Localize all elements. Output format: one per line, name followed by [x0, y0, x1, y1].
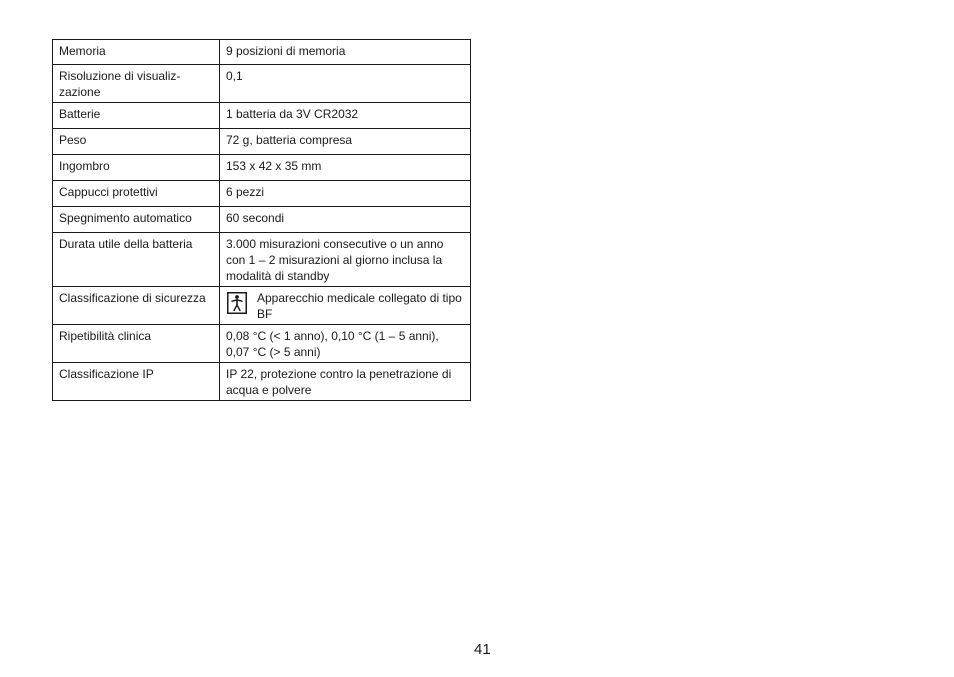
- spec-label: Classificazione di sicurezza: [59, 291, 206, 305]
- spec-label-cell: [53, 155, 220, 181]
- safety-classification-value: [226, 290, 465, 322]
- spec-label-cell: [53, 65, 220, 103]
- spec-value-cell: [220, 363, 471, 401]
- spec-value-cell: [220, 233, 471, 287]
- table-row: [53, 363, 471, 401]
- spec-value: 72 g, batteria compresa: [226, 133, 353, 147]
- spec-value: 60 secondi: [226, 211, 285, 225]
- table-row: [53, 181, 471, 207]
- spec-label: Ripetibilità clinica: [59, 329, 152, 343]
- spec-label-cell: [53, 363, 220, 401]
- spec-label-cell: [53, 40, 220, 65]
- table-row: [53, 40, 471, 65]
- spec-value-cell: [220, 287, 471, 325]
- spec-label-cell: [53, 325, 220, 363]
- spec-label: Memoria: [59, 44, 106, 58]
- spec-label-cell: [53, 233, 220, 287]
- spec-label-cell: [53, 129, 220, 155]
- spec-label-cell: [53, 287, 220, 325]
- spec-value-cell: [220, 65, 471, 103]
- spec-label: Ingombro: [59, 159, 110, 173]
- spec-value: Apparecchio medicale collegato di tipo BF: [257, 291, 462, 321]
- type-bf-applied-part-icon: [227, 292, 247, 314]
- spec-value-cell: [220, 103, 471, 129]
- spec-label: Classificazione IP: [59, 367, 154, 381]
- spec-value: 3.000 misurazioni consecutive o un anno con 1 – 2 misurazioni al giorno inclusa la modalità di standby: [226, 237, 444, 283]
- spec-value-cell: [220, 207, 471, 233]
- page-number: 41: [474, 641, 491, 658]
- spec-label: Batterie: [59, 107, 101, 121]
- spec-label: Spegnimento automatico: [59, 211, 192, 225]
- spec-value-cell: [220, 155, 471, 181]
- spec-value: 0,1: [226, 69, 243, 83]
- table-row: [53, 65, 471, 103]
- table-row: [53, 155, 471, 181]
- spec-label: Peso: [59, 133, 87, 147]
- spec-value-cell: [220, 129, 471, 155]
- table-row: [53, 325, 471, 363]
- spec-value-cell: [220, 181, 471, 207]
- spec-value-cell: [220, 40, 471, 65]
- table-row: [53, 233, 471, 287]
- table-row: [53, 287, 471, 325]
- spec-value: 6 pezzi: [226, 185, 265, 199]
- spec-label-cell: [53, 181, 220, 207]
- spec-label: Durata utile della batteria: [59, 237, 193, 251]
- spec-label: Risoluzione di visualiz- zazione: [59, 69, 181, 99]
- spec-value: 1 batteria da 3V CR2032: [226, 107, 359, 121]
- table-row: [53, 207, 471, 233]
- spec-value-cell: [220, 325, 471, 363]
- spec-value: 153 x 42 x 35 mm: [226, 159, 322, 173]
- spec-label-cell: [53, 207, 220, 233]
- specifications-table: [52, 39, 471, 401]
- spec-label-cell: [53, 103, 220, 129]
- spec-value: IP 22, protezione contro la penetrazione di acqua e polvere: [226, 367, 452, 397]
- table-row: [53, 129, 471, 155]
- spec-label: Cappucci protettivi: [59, 185, 158, 199]
- spec-value: 9 posizioni di memoria: [226, 44, 346, 58]
- spec-value: 0,08 °C (< 1 anno), 0,10 °C (1 – 5 anni), 0,07 °C (> 5 anni): [226, 329, 439, 359]
- table-row: [53, 103, 471, 129]
